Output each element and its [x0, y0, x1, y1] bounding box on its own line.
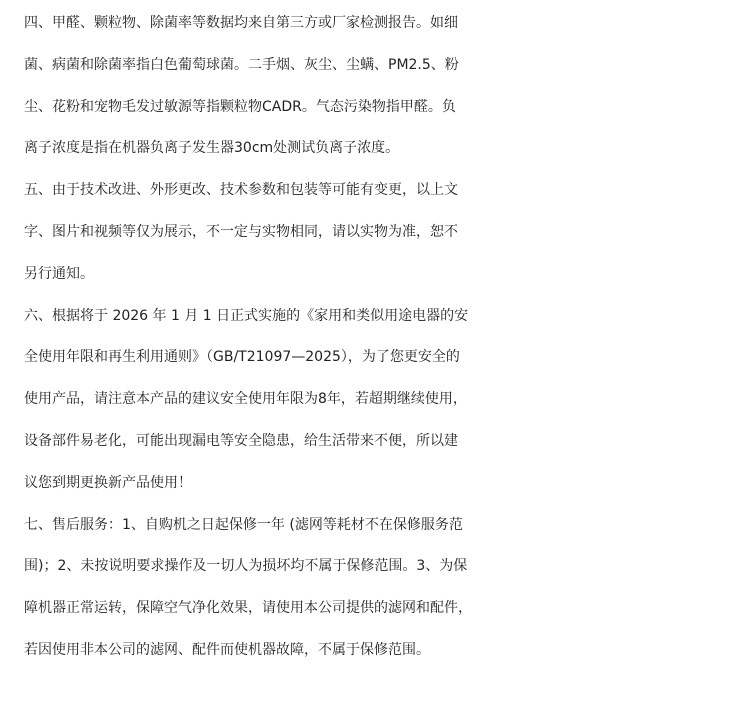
text-line: 字、图片和视频等仅为展示，不一定与实物相同，请以实物为准，恕不 — [24, 223, 458, 240]
text-line: 设备部件易老化，可能出现漏电等安全隐患，给生活带来不便，所以建 — [24, 432, 458, 449]
text-line: 障机器正常运转，保障空气净化效果，请使用本公司提供的滤网和配件， — [24, 600, 472, 617]
text-line: 另行通知。 — [24, 265, 94, 282]
text-line: 离子浓度是指在机器负离子发生器30cm处测试负离子浓度。 — [24, 140, 400, 157]
paragraph-seven — [24, 505, 734, 672]
paragraph-four — [24, 3, 734, 170]
paragraph-six — [24, 296, 734, 505]
text-line: 若因使用非本公司的滤网、配件而使机器故障，不属于保修范围。 — [24, 641, 430, 658]
text-line: 围)；2、未按说明要求操作及一切人为损坏均不属于保修范围。3、为保 — [24, 558, 468, 575]
text-line: 使用产品，请注意本产品的建议安全使用年限为8年，若超期继续使用， — [24, 391, 467, 408]
text-line: 菌、病菌和除菌率指白色葡萄球菌。二手烟、灰尘、尘螨、PM2.5、粉 — [24, 56, 459, 73]
text-line: 六、根据将于 2026 年 1 月 1 日正式实施的《家用和类似用途电器的安 — [24, 307, 469, 324]
text-line: 议您到期更换新产品使用！ — [24, 474, 192, 491]
text-line: 五、由于技术改进、外形更改、技术参数和包装等可能有变更，以上文 — [24, 182, 458, 199]
text-line: 尘、花粉和宠物毛发过敏源等指颗粒物CADR。气态污染物指甲醛。负 — [24, 98, 456, 115]
text-line: 四、甲醛、颗粒物、除菌率等数据均来自第三方或厂家检测报告。如细 — [24, 15, 458, 31]
paragraph-five — [24, 170, 734, 295]
text-line: 全使用年限和再生利用通则》（GB/T21097—2025），为了您更安全的 — [24, 349, 460, 366]
document-body — [24, 3, 734, 672]
text-line: 七、售后服务：1、自购机之日起保修一年 (滤网等耗材不在保修服务范 — [24, 516, 463, 533]
